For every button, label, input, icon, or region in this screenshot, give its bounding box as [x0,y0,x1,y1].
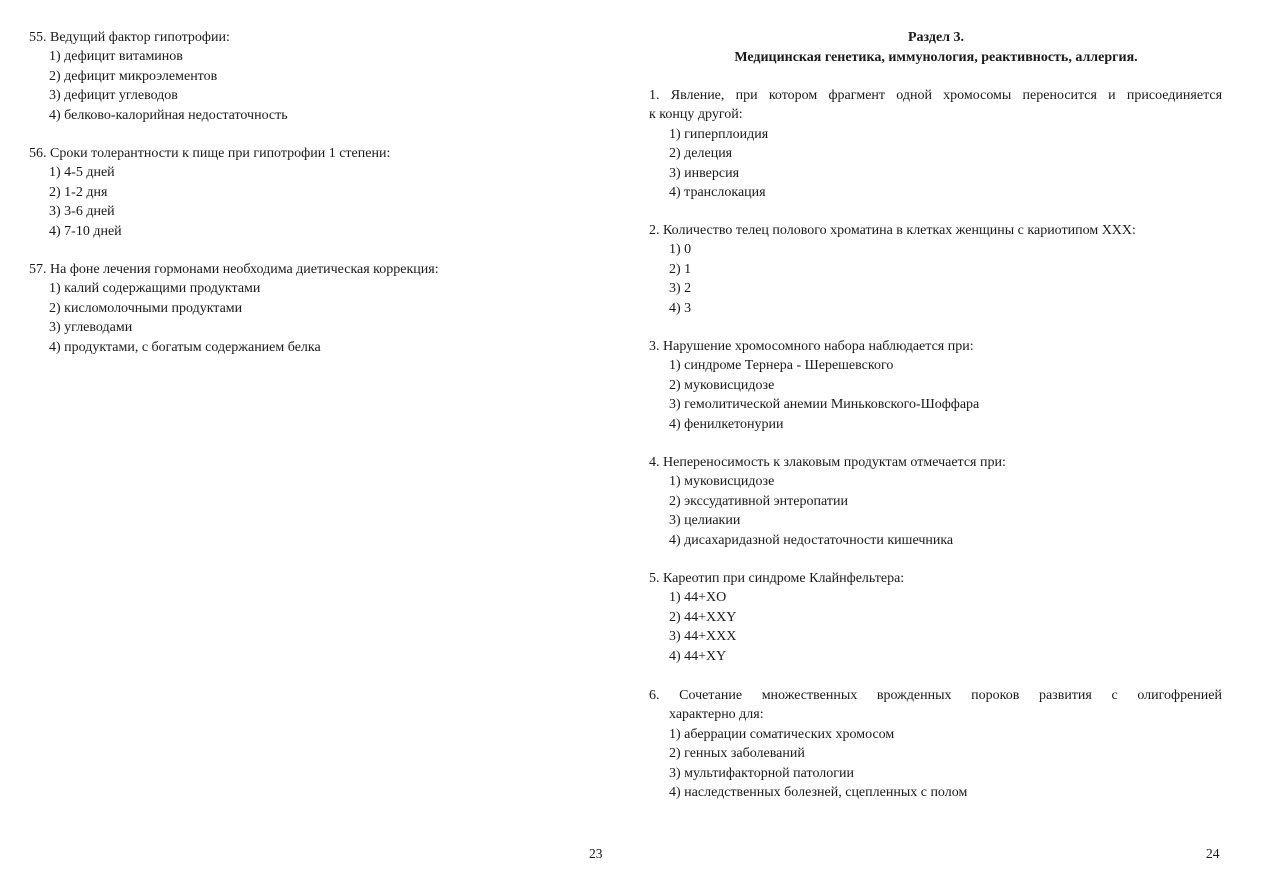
question-1 [649,86,1222,202]
answer-option: 4) 3 [669,300,692,316]
answer-option: 3) мультифакторной патологии [669,765,854,781]
question-number: 1. [649,88,660,103]
question-text: Кареотип при синдроме Клайнфельтера: [663,571,905,586]
answer-option: 3) 44+XXX [669,629,737,645]
question-number: 5. [649,571,660,586]
answer-option: 4) фенилкетонурии [669,416,784,432]
question-3 [649,337,1222,434]
question-number: 56. [29,146,47,161]
question-2 [649,221,1222,318]
answer-option: 3) инверсия [669,165,740,181]
question-number: 2. [649,223,660,238]
page-number: 24 [1206,846,1220,861]
left-page [0,0,631,893]
answer-option: 3) 2 [669,281,692,297]
question-55 [29,28,589,125]
section-title: Раздел 3. [907,30,965,45]
question-number: 4. [649,455,660,470]
answer-option: 1) 4-5 дней [49,165,115,181]
question-number: 3. [649,339,660,354]
answer-option: 4) продуктами, с богатым содержанием белка [49,339,321,355]
answer-option: 2) 1-2 дня [49,184,108,200]
answer-option: 3) 3-6 дней [49,204,115,220]
question-number: 57. [29,262,47,277]
page-number: 23 [589,846,603,861]
question-text: Ведущий фактор гипотрофии: [50,30,230,45]
answer-option: 2) делеция [669,146,733,162]
answer-option: 1) дефицит витаминов [49,49,183,65]
answer-option: 2) муковисцидозе [669,377,775,393]
answer-option: 3) целиакии [669,513,741,529]
question-text-line: Сочетание множественных врожденных пороков развития с олигофренией [679,688,1222,703]
answer-option: 1) калий содержащими продуктами [49,281,261,297]
question-text: Количество телец полового хроматина в клетках женщины с кариотипом XXX: [663,223,1136,238]
answer-option: 1) гиперплоидия [669,126,769,142]
question-4 [649,453,1222,550]
answer-option: 3) углеводами [49,320,133,336]
answer-option: 1) аберрации соматических хромосом [669,726,895,742]
question-5 [649,569,1222,666]
answer-option: 4) 7-10 дней [49,223,122,239]
answer-option: 1) синдроме Тернера - Шерешевского [669,358,894,374]
answer-option: 4) наследственных болезней, сцепленных с полом [669,785,968,801]
answer-option: 3) гемолитической анемии Миньковского-Шоффара [669,397,980,413]
answer-option: 2) экссудативной энтеропатии [669,493,848,509]
answer-option: 4) белково-калорийная недостаточность [49,107,288,123]
question-text-line: Явление, при котором фрагмент одной хромосомы переносится и присоединяется [670,88,1223,103]
question-text-line: характерно для: [669,707,764,723]
question-text: Сроки толерантности к пище при гипотрофии 1 степени: [50,146,391,161]
section-subtitle: Медицинская генетика, иммунология, реактивность, аллергия. [734,50,1138,65]
right-page [631,0,1263,893]
question-text: Нарушение хромосомного набора наблюдается при: [663,339,974,354]
answer-option: 2) 44+XXY [669,609,737,625]
answer-option: 1) 0 [669,242,692,258]
answer-option: 2) кисломолочными продуктами [49,300,243,316]
answer-option: 2) генных заболеваний [669,746,805,762]
question-57 [29,260,589,357]
question-6 [649,686,1222,802]
answer-option: 4) дисахаридазной недостаточности кишечника [669,532,954,548]
question-text: На фоне лечения гормонами необходима диетическая коррекция: [50,262,439,277]
answer-option: 4) 44+XY [669,648,727,664]
answer-option: 2) дефицит микроэлементов [49,68,218,84]
answer-option: 1) муковисцидозе [669,474,775,490]
question-text-line: к концу другой: [649,107,743,123]
question-number: 55. [29,30,47,45]
question-text: Непереносимость к злаковым продуктам отмечается при: [663,455,1006,470]
answer-option: 1) 44+XO [669,590,727,606]
answer-option: 4) транслокация [669,185,766,201]
question-56 [29,144,589,241]
answer-option: 3) дефицит углеводов [49,88,178,104]
question-number: 6. [649,688,660,703]
answer-option: 2) 1 [669,261,692,277]
